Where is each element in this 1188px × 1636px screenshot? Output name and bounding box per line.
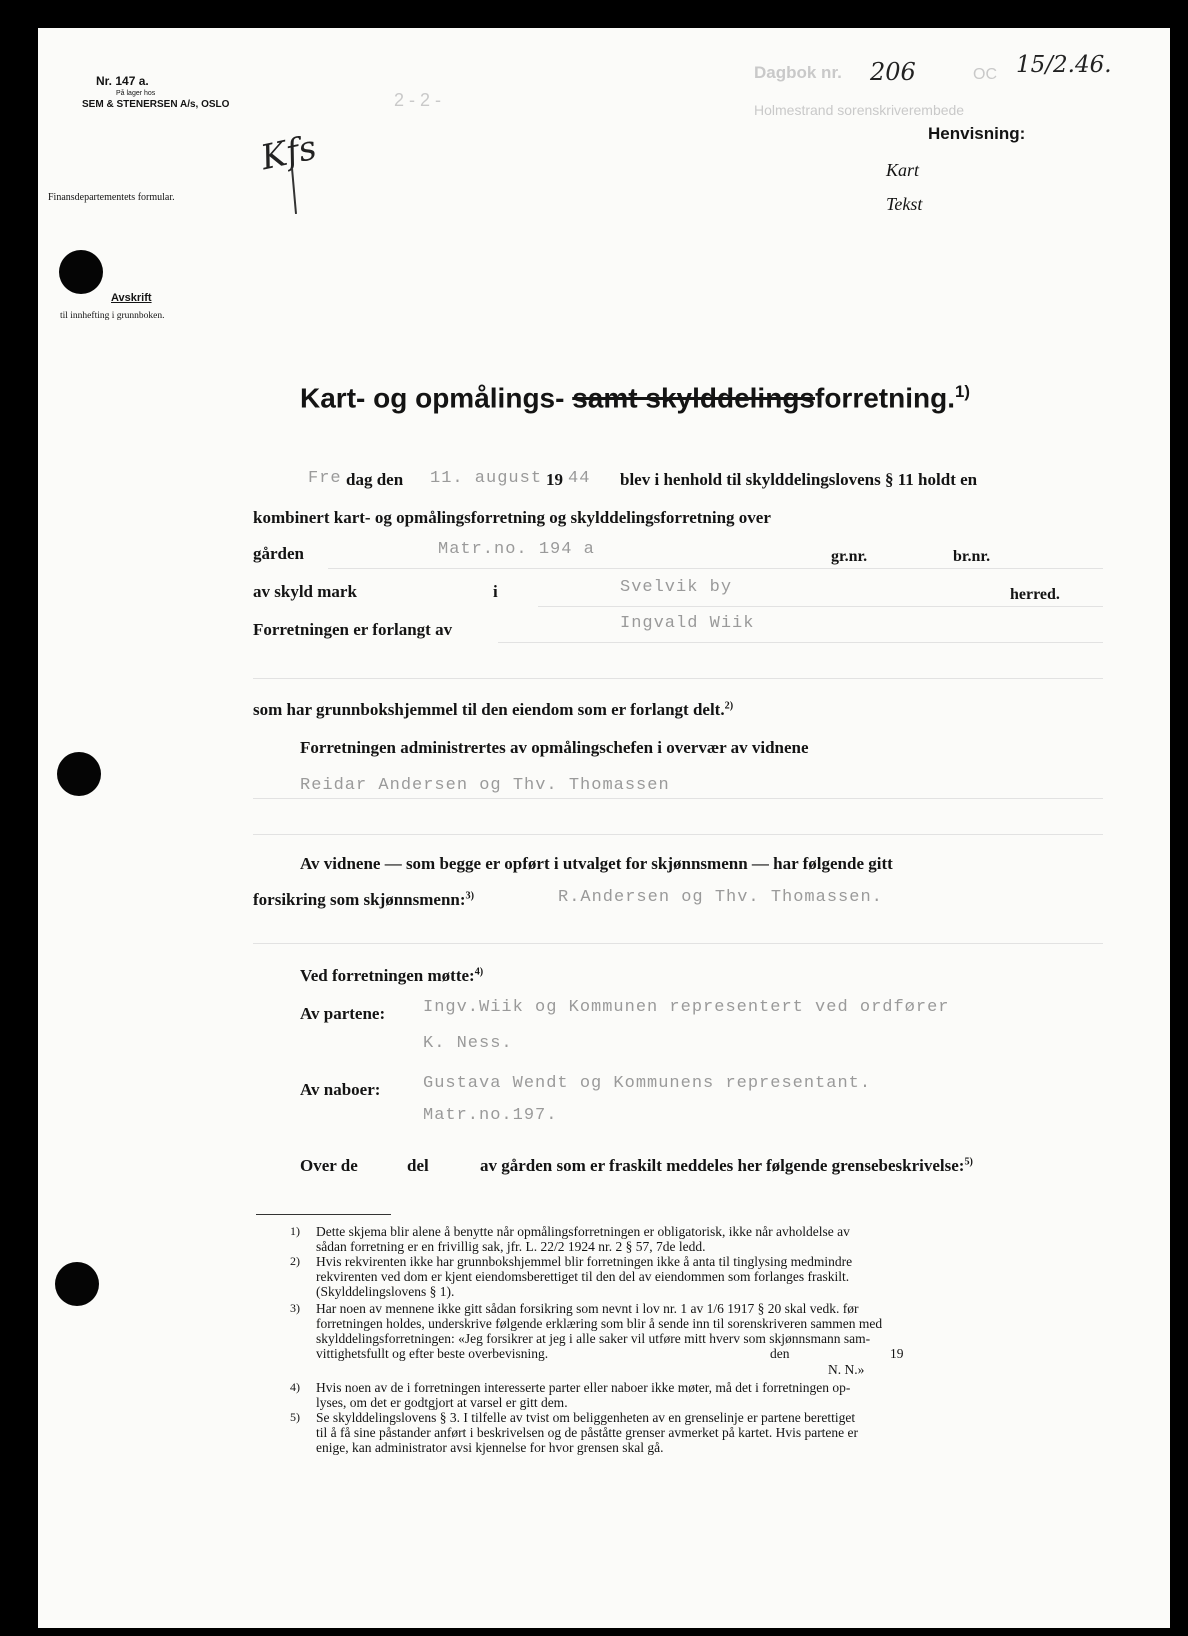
title-struck: samt skylddelings [572,382,815,414]
document-page [38,28,1170,1628]
footnote-2-line: Hvis rekvirenten ikke har grunnbokshjemmel blir forretningen ikke å anta til tinglysing medmindre [316,1254,853,1269]
department-label: Finansdepartementets formular. [48,192,175,203]
motte-note: 4) [474,966,484,978]
garden-label: gården [253,544,304,563]
copy-subtitle: til innhefting i grunnboken. [60,311,165,321]
footnote-4-line: Hvis noen av de i forretningen interesserte parter eller naboer ikke møter, må det i forretningen op- [316,1380,851,1395]
footnote-1-line: Dette skjema blir alene å benytte når opmålingsforretningen er obligatorisk, ikke når avholdelse av [316,1224,850,1239]
final-text: av gården som er fraskilt meddeles her følgende grensebeskrivelse: [480,1156,965,1175]
forsikring-note: 3) [465,890,475,902]
title-part1: Kart- og opmålings- [300,382,565,414]
underline [253,834,1103,835]
stamp-journal-label: Dagbok nr. [754,63,842,82]
stamp-office: Holmestrand sorenskriverembede [754,102,965,118]
footnote-number: 5) [290,1410,300,1424]
forsikring-label [253,890,474,910]
grunnbok-line [253,700,733,720]
footnote-number: 2) [290,1254,300,1268]
footnote-5-line: Se skylddelingslovens § 3. I tilfelle av tvist om beliggenheten av en grenselinje er partene berettiget [316,1410,856,1425]
underline [253,678,1103,679]
reference-label: Henvisning: [928,124,1026,143]
footnote-5-line: til å få sine påstander anført i beskrivelsen og de påståtte grenser avmerket på kartet. Hvis partene er [316,1425,859,1440]
publisher-small: På lager hos [116,90,156,97]
initials-stroke [291,168,297,214]
form-number: Nr. 147 a. [96,74,149,88]
stamp-date: 15/2.46. [1016,52,1112,78]
forsikring-text: forsikring som skjønnsmenn: [253,890,466,909]
forsikring-value: R.Andersen og Thv. Thomassen. [558,888,883,907]
garden-value: Matr.no. 194 a [438,540,595,559]
vidner-line: Av vidnene — som begge er opført i utvalget for skjønnsmenn — har følgende gitt [300,854,893,873]
motte-label [300,966,483,986]
document-title [300,382,970,414]
footnote-3-den: den [770,1346,790,1361]
stamp-faint-marks: 2 - 2 - [394,90,442,110]
line2-text: kombinert kart- og opmålingsforretning og skylddelingsforretning over [253,508,771,527]
underline [498,642,1103,643]
publisher-name: SEM & STENERSEN A/s, OSLO [82,99,230,110]
footnote-number: 4) [290,1380,300,1394]
year-prefix: 19 [546,470,563,489]
footnote-3-line: Har noen av mennene ikke gitt sådan forsikring som nevnt i lov nr. 1 av 1/6 1917 § 20 skal vedk. før [316,1301,859,1316]
handwritten-initials: Kfs [257,127,320,179]
footnote-3-year: 19 [890,1346,904,1361]
naboer-value1: Gustava Wendt og Kommunens representant. [423,1074,872,1093]
footnote-3-line: forretningen holdes, underskrive følgende erklæring som blir å sende inn til sorenskriveren sammen med [316,1316,883,1331]
footnote-3-line: skylddelingsforretningen: «Jeg forsikrer at jeg i alle saker vil utføre mitt hverv som skjønnsmann sam- [316,1331,871,1346]
stamp-journal-number: 206 [870,58,916,86]
footnote-3-line: vittighetsfullt og efter beste overbevisning. [316,1346,549,1361]
final-note: 5) [964,1156,973,1168]
reference-tekst: Tekst [886,194,923,214]
partene-label: Av partene: [300,1004,386,1023]
motte-text: Ved forretningen møtte: [300,966,475,985]
underline [538,606,1103,607]
brnr-label: br.nr. [953,548,991,565]
naboer-label: Av naboer: [300,1080,381,1099]
reference-kart: Kart [886,160,920,180]
requested-by: Ingvald Wiik [620,614,755,633]
grnr-label: gr.nr. [831,548,868,565]
over-de-label: Over de [300,1156,358,1175]
title-part2: forretning. [815,382,955,414]
skyld-label: av skyld mark [253,582,357,601]
punch-hole [57,752,101,796]
partene-value2: K. Ness. [423,1034,513,1053]
day-label: dag den [346,470,404,489]
footnote-number: 1) [290,1224,300,1238]
underline [253,943,1103,944]
typed-year: 44 [568,469,591,488]
footnote-2-line: (Skylddelingslovens § 1). [316,1284,455,1299]
footnote-3-nn: N. N.» [828,1362,865,1377]
punch-hole [59,250,103,294]
typed-date: 11. august [430,469,543,488]
underline [253,798,1103,799]
partene-value1: Ingv.Wiik og Kommunen representert ved ordfører [423,998,950,1017]
naboer-value2: Matr.no.197. [423,1106,558,1125]
line1-text: blev i henhold til skylddelingslovens § 11 holdt en [620,470,978,489]
typed-day: Fre [308,469,342,488]
grunnbok-text: som har grunnbokshjemmel til den eiendom som er forlangt delt. [253,700,725,719]
grunnbok-note: 2) [724,700,734,712]
footnote-separator [256,1214,391,1215]
witnesses-value: Reidar Andersen og Thv. Thomassen [300,776,670,795]
footnote-2-line: rekvirenten ved dom er kjent eiendomsberettiget til den del av eiendommen som forlanges fraskilt. [316,1269,850,1284]
underline [328,568,1103,569]
i-label: i [493,582,498,601]
herred-label: herred. [1010,586,1060,603]
admin-line: Forretningen administrertes av opmålingschefen i overvær av vidnene [300,738,809,757]
municipality-value: Svelvik by [620,578,733,597]
stamp-cancel-mark: OC [973,66,997,83]
footnote-1-line: sådan forretning er en frivillig sak, jfr. L. 22/2 1924 nr. 2 § 57, 7de ledd. [316,1239,706,1254]
footnote-number: 3) [290,1301,300,1315]
copy-title: Avskrift [111,292,152,304]
footnote-4-line: lyses, om det er godtgjort at varsel er gitt dem. [316,1395,568,1410]
del-label: del [407,1156,429,1175]
footnote-5-line: enige, kan administrator avsi kjennelse for hvor grensen skal gå. [316,1440,664,1455]
punch-hole [55,1262,99,1306]
requested-label: Forretningen er forlangt av [253,620,453,639]
final-line [480,1156,973,1176]
title-note: 1) [955,382,970,401]
